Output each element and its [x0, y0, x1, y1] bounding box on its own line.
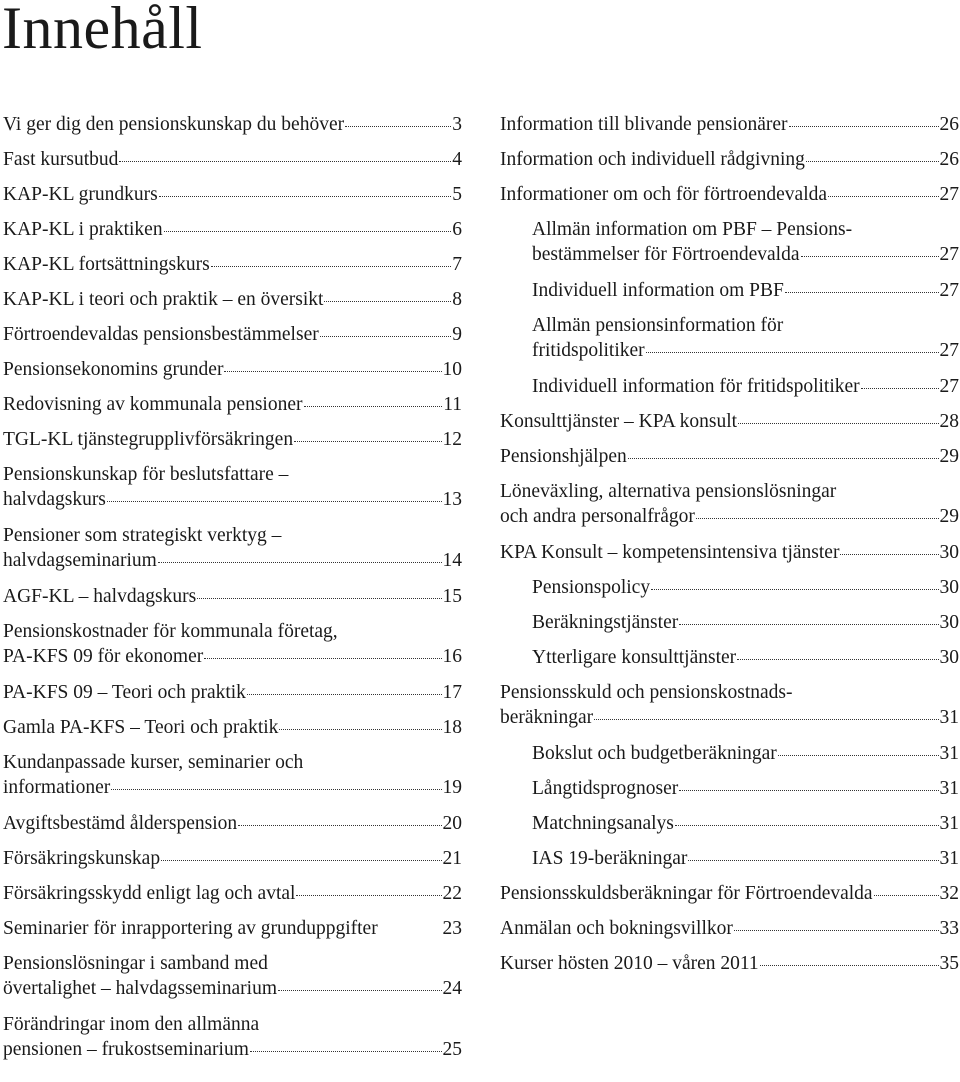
dot-leader — [107, 501, 442, 502]
dot-leader — [158, 562, 442, 563]
toc-entry-label: Försäkringskunskap — [3, 848, 161, 869]
toc-entry-label-cont: fritidspolitiker — [532, 340, 645, 361]
toc-entry-page: 4 — [452, 149, 462, 170]
toc-entry[interactable] — [3, 1012, 462, 1073]
toc-left-column — [3, 112, 462, 1073]
toc-entry-label-cont: och andra personalfrågor — [500, 506, 695, 527]
dot-leader — [789, 126, 939, 127]
toc-entry-page: 6 — [452, 219, 462, 240]
dot-leader — [801, 256, 939, 257]
dot-leader — [250, 1051, 442, 1052]
toc-entry[interactable] — [3, 252, 462, 287]
toc-entry-page: 30 — [939, 577, 959, 598]
toc-entry[interactable] — [3, 217, 462, 252]
toc-entry-label: Kundanpassade kurser, seminarier och — [3, 752, 304, 773]
toc-entry[interactable] — [3, 916, 462, 951]
toc-entry-label: TGL-KL tjänstegrupplivförsäkringen — [3, 429, 294, 450]
toc-entry-label: Löneväxling, alternativa pensionslösningar — [500, 481, 837, 502]
toc-entry-label: Pensionslösningar i samband med — [3, 953, 268, 974]
toc-entry[interactable] — [3, 427, 462, 462]
toc-entry[interactable] — [3, 462, 462, 523]
toc-entry-label: Seminarier för inrapportering av grunduppgifter — [3, 918, 378, 939]
toc-entry-page: 33 — [939, 918, 959, 939]
toc-entry[interactable] — [3, 680, 462, 715]
toc-entry-label-cont: bestämmelser för Förtroendevalda — [532, 244, 800, 265]
toc-entry-page: 18 — [442, 717, 462, 738]
toc-entry-label: Allmän pensionsinformation för — [532, 315, 784, 336]
dot-leader — [679, 790, 938, 791]
toc-entry-label: Ytterligare konsulttjänster — [532, 647, 737, 668]
toc-subentry[interactable] — [500, 811, 959, 846]
dot-leader — [278, 990, 441, 991]
toc-entry-label: Kurser hösten 2010 – våren 2011 — [500, 953, 759, 974]
toc-entry[interactable] — [3, 147, 462, 182]
dot-leader — [164, 231, 452, 232]
dot-leader — [760, 965, 939, 966]
toc-entry-page: 26 — [939, 149, 959, 170]
toc-entry-label: Gamla PA-KFS – Teori och praktik — [3, 717, 279, 738]
dot-leader — [211, 266, 452, 267]
toc-entry-label-cont: PA-KFS 09 för ekonomer — [3, 646, 204, 667]
toc-right-column — [500, 112, 959, 986]
toc-entry[interactable] — [3, 112, 462, 147]
toc-entry-page: 20 — [442, 813, 462, 834]
toc-entry[interactable] — [500, 112, 959, 147]
toc-entry-label: Pensionshjälpen — [500, 446, 627, 467]
toc-entry[interactable] — [500, 881, 959, 916]
toc-subentry[interactable] — [500, 776, 959, 811]
dot-leader — [679, 624, 938, 625]
toc-entry-label: Pensionsskuld och pensionskostnads- — [500, 682, 793, 703]
toc-entry-label: Pensionsekonomins grunder — [3, 359, 224, 380]
toc-entry-label-cont: övertalighet – halvdagsseminarium — [3, 978, 278, 999]
toc-entry-label: KPA Konsult – kompetensintensiva tjänster — [500, 542, 840, 563]
toc-entry-label: AGF-KL – halvdagskurs — [3, 586, 197, 607]
toc-entry-label: Informationer om och för förtroendevalda — [500, 184, 828, 205]
toc-entry-label-cont: beräkningar — [500, 707, 594, 728]
toc-entry[interactable] — [500, 916, 959, 951]
toc-subentry[interactable] — [500, 610, 959, 645]
toc-entry-page: 19 — [442, 777, 462, 798]
toc-entry-label: PA-KFS 09 – Teori och praktik — [3, 682, 246, 703]
dot-leader — [238, 825, 441, 826]
toc-entry[interactable] — [3, 287, 462, 322]
toc-entry-page: 21 — [442, 848, 462, 869]
toc-entry-page: 27 — [939, 280, 959, 301]
toc-entry-label-cont: halvdagskurs — [3, 489, 106, 510]
dot-leader — [785, 292, 939, 293]
toc-entry-label: Pensionskunskap för beslutsfattare – — [3, 464, 289, 485]
toc-entry-page: 31 — [939, 778, 959, 799]
toc-subentry[interactable] — [500, 575, 959, 610]
toc-entry[interactable] — [500, 951, 959, 986]
toc-entry-label: Fast kursutbud — [3, 149, 119, 170]
dot-leader — [737, 659, 938, 660]
dot-leader — [111, 789, 441, 790]
dot-leader — [651, 589, 938, 590]
toc-entry[interactable] — [500, 540, 959, 575]
toc-entry[interactable] — [3, 584, 462, 619]
toc-entry-page: 29 — [939, 446, 959, 467]
dot-leader — [806, 161, 939, 162]
toc-entry-label: Försäkringsskydd enligt lag och avtal — [3, 883, 296, 904]
toc-entry-label: Pensionspolicy — [532, 577, 651, 598]
dot-leader — [279, 729, 441, 730]
toc-entry-label: Långtidsprognoser — [532, 778, 679, 799]
toc-entry-label: Beräkningstjänster — [532, 612, 679, 633]
toc-entry-page: 32 — [939, 883, 959, 904]
toc-entry-page: 27 — [939, 184, 959, 205]
toc-entry-page: 35 — [939, 953, 959, 974]
toc-subentry[interactable] — [500, 645, 959, 680]
toc-entry-label: Matchningsanalys — [532, 813, 674, 834]
toc-entry-page: 27 — [939, 376, 959, 397]
toc-entry-label: Allmän information om PBF – Pensions- — [532, 219, 853, 240]
toc-entry[interactable] — [500, 479, 959, 540]
toc-entry-label: Individuell information om PBF — [532, 280, 784, 301]
toc-entry-label: Bokslut och budgetberäkningar — [532, 743, 777, 764]
toc-entry-page: 31 — [939, 707, 959, 728]
dot-leader — [778, 755, 939, 756]
toc-entry-label: Individuell information för fritidspolitiker — [532, 376, 860, 397]
toc-entry[interactable] — [3, 357, 462, 392]
toc-entry[interactable] — [500, 680, 959, 741]
toc-entry-label: Avgiftsbestämd ålderspension — [3, 813, 238, 834]
toc-entry-label-cont: informationer — [3, 777, 111, 798]
dot-leader — [861, 388, 939, 389]
toc-entry-label: Vi ger dig den pensionskunskap du behöver — [3, 114, 345, 135]
toc-entry-label: KAP-KL i teori och praktik – en översikt — [3, 289, 324, 310]
dot-leader — [159, 196, 452, 197]
toc-entry-label: Förtroendevaldas pensionsbestämmelser — [3, 324, 319, 345]
toc-entry-page: 8 — [452, 289, 462, 310]
toc-entry-label: Pensionsskuldsberäkningar för Förtroendevalda — [500, 883, 873, 904]
toc-entry-page: 7 — [452, 254, 462, 275]
toc-entry[interactable] — [3, 881, 462, 916]
toc-entry-page: 30 — [939, 612, 959, 633]
dot-leader — [294, 441, 441, 442]
toc-entry-label: KAP-KL i praktiken — [3, 219, 163, 240]
dot-leader — [828, 196, 938, 197]
toc-entry-page: 31 — [939, 743, 959, 764]
dot-leader — [874, 895, 939, 896]
dot-leader — [738, 423, 938, 424]
toc-entry[interactable] — [3, 523, 462, 584]
toc-entry[interactable] — [3, 715, 462, 750]
toc-entry[interactable] — [3, 846, 462, 881]
dot-leader — [345, 126, 451, 127]
toc-subentry[interactable] — [500, 741, 959, 776]
dot-leader — [646, 352, 939, 353]
dot-leader — [197, 598, 441, 599]
toc-entry[interactable] — [3, 619, 462, 680]
toc-entry-page: 10 — [442, 359, 462, 380]
toc-entry-page: 28 — [939, 411, 959, 432]
toc-entry[interactable] — [3, 392, 462, 427]
dot-leader — [840, 554, 938, 555]
dot-leader — [296, 895, 441, 896]
toc-entry[interactable] — [3, 951, 462, 1012]
toc-entry-label: Förändringar inom den allmänna — [3, 1014, 260, 1035]
dot-leader — [734, 930, 939, 931]
dot-leader — [696, 518, 939, 519]
toc-entry-label: IAS 19-beräkningar — [532, 848, 688, 869]
toc-entry-label-cont: pensionen – frukostseminarium — [3, 1039, 249, 1060]
dot-leader — [628, 458, 939, 459]
toc-entry-label: KAP-KL fortsättningskurs — [3, 254, 210, 275]
toc-entry[interactable] — [500, 182, 959, 217]
toc-subentry[interactable] — [500, 278, 959, 313]
dot-leader — [320, 336, 452, 337]
toc-subentry[interactable] — [500, 313, 959, 374]
dot-leader — [224, 371, 441, 372]
toc-entry-page: 3 — [452, 114, 462, 135]
toc-entry[interactable] — [500, 409, 959, 444]
toc-entry-page: 27 — [939, 244, 959, 265]
dot-leader — [204, 658, 441, 659]
toc-entry-label: Anmälan och bokningsvillkor — [500, 918, 733, 939]
toc-entry-page: 27 — [939, 340, 959, 361]
toc-entry-label: Information och individuell rådgivning — [500, 149, 805, 170]
toc-entry-page: 24 — [442, 978, 462, 999]
toc-subentry[interactable] — [500, 217, 959, 278]
toc-entry-page: 5 — [452, 184, 462, 205]
toc-entry-page: 13 — [442, 489, 462, 510]
toc-entry-page: 23 — [442, 918, 462, 939]
toc-entry[interactable] — [500, 444, 959, 479]
toc-entry[interactable] — [3, 750, 462, 811]
toc-entry-label: Pensionskostnader för kommunala företag, — [3, 621, 338, 642]
toc-entry[interactable] — [3, 811, 462, 846]
toc-entry-page: 15 — [442, 586, 462, 607]
toc-entry-page: 26 — [939, 114, 959, 135]
toc-entry-page: 22 — [442, 883, 462, 904]
toc-entry-label: Konsulttjänster – KPA konsult — [500, 411, 738, 432]
toc-entry[interactable] — [3, 322, 462, 357]
toc-entry-page: 16 — [442, 646, 462, 667]
toc-entry-page: 12 — [442, 429, 462, 450]
dot-leader — [247, 694, 442, 695]
toc-entry-label: Pensioner som strategiskt verktyg – — [3, 525, 282, 546]
dot-leader — [161, 860, 441, 861]
toc-entry-page: 17 — [442, 682, 462, 703]
toc-entry[interactable] — [500, 147, 959, 182]
toc-entry-label: Information till blivande pensionärer — [500, 114, 788, 135]
toc-entry-page: 11 — [443, 394, 462, 415]
toc-entry-page: 30 — [939, 542, 959, 563]
toc-entry-page: 29 — [939, 506, 959, 527]
toc-entry-page: 30 — [939, 647, 959, 668]
dot-leader — [304, 406, 443, 407]
dot-leader — [119, 161, 451, 162]
toc-entry[interactable] — [3, 182, 462, 217]
dot-leader — [594, 719, 938, 720]
toc-entry-page: 31 — [939, 813, 959, 834]
page-title: Innehåll — [2, 0, 203, 61]
toc-entry-label: Redovisning av kommunala pensioner — [3, 394, 303, 415]
toc-entry-label: KAP-KL grundkurs — [3, 184, 158, 205]
dot-leader — [324, 301, 451, 302]
toc-entry-page: 14 — [442, 550, 462, 571]
toc-subentry[interactable] — [500, 374, 959, 409]
toc-entry-label-cont: halvdagseminarium — [3, 550, 157, 571]
dot-leader — [688, 860, 938, 861]
toc-subentry[interactable] — [500, 846, 959, 881]
dot-leader — [675, 825, 939, 826]
toc-entry-page: 25 — [442, 1039, 462, 1060]
toc-entry-page: 9 — [452, 324, 462, 345]
toc-entry-page: 31 — [939, 848, 959, 869]
